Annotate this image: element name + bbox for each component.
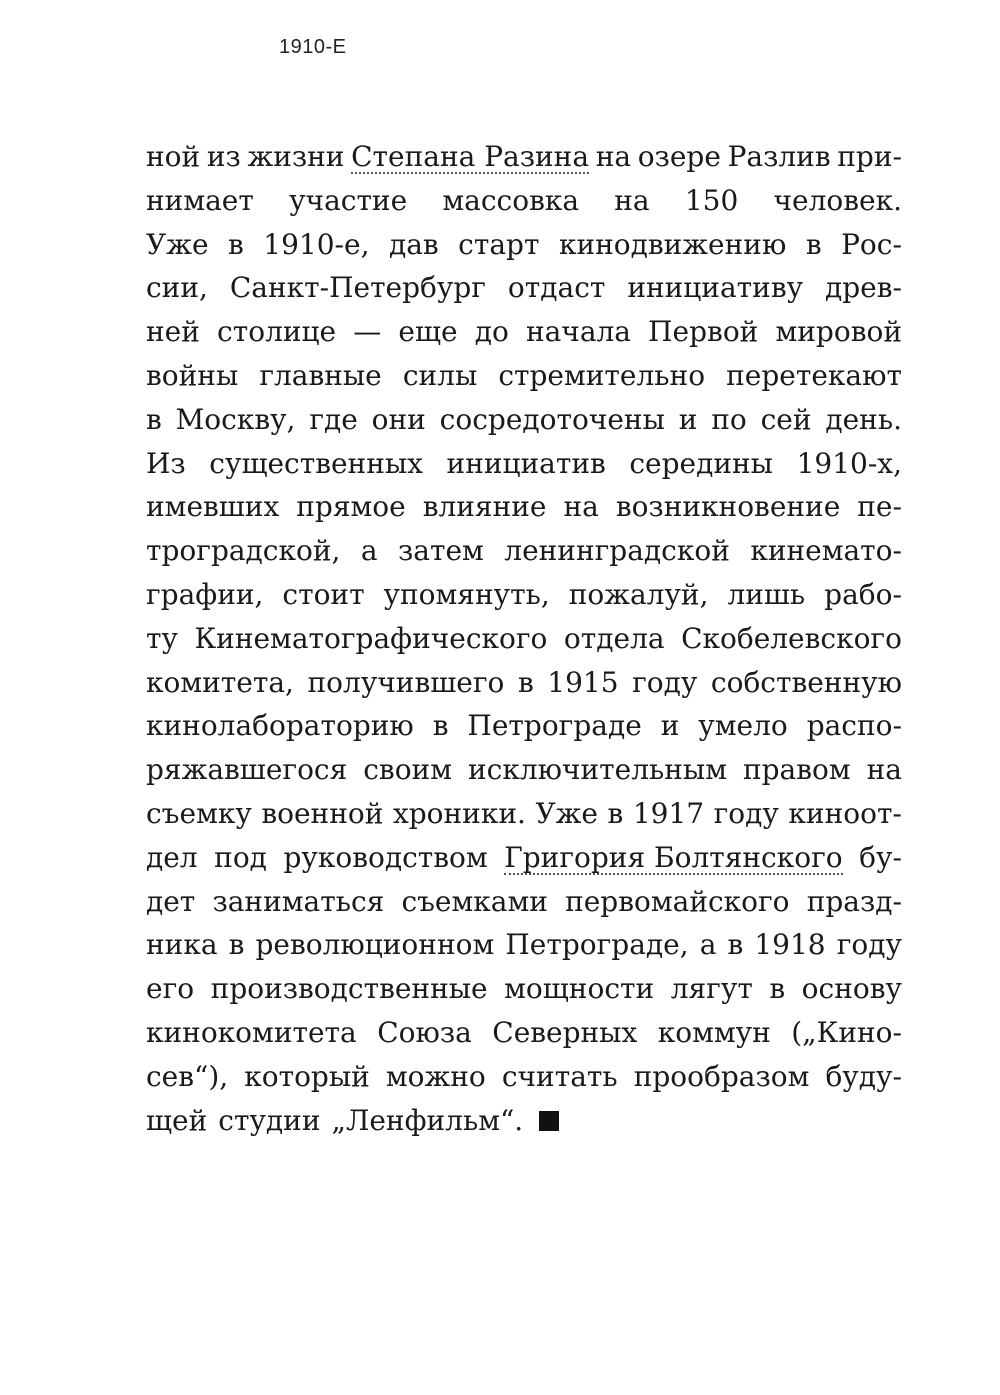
word: съемками (401, 884, 548, 918)
word: ленинградской (504, 534, 730, 568)
word: в (228, 227, 244, 261)
word: первомайского (565, 884, 790, 918)
word: дел (146, 840, 198, 874)
word: нимает (146, 183, 254, 217)
word: инициативу (627, 271, 804, 305)
text-line (146, 266, 902, 310)
word: 150 (684, 183, 739, 217)
word: Уже (146, 227, 209, 261)
text-line (146, 398, 902, 442)
word: упомянуть, (383, 577, 550, 611)
word: затем (398, 534, 484, 568)
text-line (146, 748, 902, 792)
word: Москву, (175, 402, 296, 436)
word: своим (363, 753, 452, 787)
word: на (866, 753, 902, 787)
word: лягут (670, 972, 753, 1006)
word: древ- (825, 271, 902, 305)
text-line (146, 792, 902, 836)
word: и (660, 709, 680, 743)
text-line (146, 179, 902, 223)
word: начала (525, 315, 631, 349)
text-line (146, 967, 902, 1011)
word: главные (259, 358, 382, 392)
word: в (146, 402, 162, 436)
word: в (432, 709, 449, 743)
word: „Ленфильм“. (331, 1103, 524, 1137)
word: Рос- (841, 227, 902, 261)
word: жизни (247, 140, 345, 173)
word: в (805, 227, 822, 261)
word: в (228, 928, 245, 962)
word: Из (146, 446, 186, 480)
word: в (727, 928, 744, 962)
word: графии, (146, 577, 264, 611)
word: Петрограде (467, 709, 642, 743)
text-line (146, 529, 902, 573)
word: собственную (710, 665, 902, 699)
word: прямое (296, 490, 406, 524)
word: году (836, 928, 902, 962)
word: правом (742, 753, 851, 787)
word: старт (458, 227, 540, 261)
word: 1918 (754, 928, 826, 962)
word: Разлив (727, 140, 831, 173)
word: сей (760, 402, 812, 436)
word: в (517, 665, 534, 699)
word: под (214, 840, 267, 874)
word: Санкт-Петербург (229, 271, 486, 305)
text-line (146, 661, 902, 705)
word: студии (218, 1103, 321, 1137)
word: а (360, 534, 378, 568)
word: лишь (727, 577, 806, 611)
word: еще (398, 315, 458, 349)
word: Уже (535, 796, 598, 830)
word: комитета, (146, 665, 294, 699)
word: сии, (146, 271, 208, 305)
word: ту (146, 621, 178, 655)
word: сосредоточены (439, 402, 665, 436)
word: Союза (377, 1015, 472, 1049)
word: ной (146, 140, 201, 173)
word: середины (629, 446, 773, 480)
end-of-article-icon (539, 1111, 559, 1131)
word: военной (261, 796, 384, 830)
word: и (678, 402, 698, 436)
word: где (309, 402, 358, 436)
word: из (206, 140, 241, 173)
word: пожалуй, (568, 577, 709, 611)
word: кинодвижению (558, 227, 787, 261)
word: массовка (442, 183, 580, 217)
word: распо- (806, 709, 902, 743)
word: буду- (825, 1059, 902, 1093)
word: в (769, 972, 786, 1006)
word: году (713, 796, 779, 830)
word: киноот- (788, 796, 902, 830)
text-line (146, 485, 902, 529)
word: отдела (563, 621, 665, 655)
word: существенных (209, 446, 423, 480)
word: они (371, 402, 426, 436)
word: 1910-х, (796, 446, 902, 480)
word: человек. (773, 183, 902, 217)
text-line (146, 1055, 902, 1099)
word: дет (146, 884, 196, 918)
word: съемку (146, 796, 252, 830)
word: основу (801, 972, 902, 1006)
word: отдаст (507, 271, 606, 305)
word: по (711, 402, 747, 436)
word: 1910-е, (263, 227, 370, 261)
word: влияние (422, 490, 547, 524)
word: революционном (255, 928, 495, 962)
word: сев“), (146, 1059, 229, 1093)
word: силы (402, 358, 478, 392)
word: празд- (806, 884, 902, 918)
word: в (607, 796, 624, 830)
word: руководством (283, 840, 488, 874)
word: производственные (210, 972, 488, 1006)
article-text (146, 135, 902, 1142)
word: умело (698, 709, 788, 743)
word: — (353, 315, 382, 349)
word: 1915 (547, 665, 619, 699)
word: который (244, 1059, 370, 1093)
word: кинолабораторию (146, 709, 414, 743)
text-line (146, 354, 902, 398)
text-line (146, 617, 902, 661)
text-line (146, 310, 902, 354)
word: считать (501, 1059, 618, 1093)
word: („Кино- (791, 1015, 902, 1049)
word: возникновение (615, 490, 841, 524)
text-line (146, 1011, 902, 1055)
word: имевших (146, 490, 280, 524)
word: заниматься (212, 884, 385, 918)
word: а (699, 928, 717, 962)
running-head: 1910-Е (279, 36, 347, 58)
word: стремительно (498, 358, 706, 392)
text-line (146, 880, 902, 924)
word: бу- (859, 840, 902, 874)
word: войны (146, 358, 239, 392)
word: столице (217, 315, 337, 349)
text-line (146, 1099, 902, 1143)
text-line (146, 704, 902, 748)
word: ней (146, 315, 200, 349)
word: день. (825, 402, 902, 436)
word: на (614, 183, 650, 217)
word: кинемато- (750, 534, 902, 568)
word: Петрограде, (505, 928, 689, 962)
word: мировой (775, 315, 902, 349)
word: кинокомитета (146, 1015, 357, 1049)
word: году (632, 665, 698, 699)
word: исключительным (467, 753, 727, 787)
word: можно (385, 1059, 486, 1093)
text-line (146, 135, 902, 179)
word: получившего (307, 665, 505, 699)
word: дав (388, 227, 439, 261)
word: хроники. (392, 796, 526, 830)
word: стоит (282, 577, 365, 611)
word: рабо- (824, 577, 902, 611)
word: коммун (657, 1015, 771, 1049)
word: инициатив (446, 446, 606, 480)
word: прообразом (633, 1059, 810, 1093)
text-line (146, 223, 902, 267)
reference-link[interactable]: Степана Разина (351, 140, 590, 173)
word: пе- (857, 490, 902, 524)
word: ряжавшегося (146, 753, 348, 787)
word: до (474, 315, 509, 349)
text-line (146, 573, 902, 617)
word: троградской, (146, 534, 341, 568)
word: на (595, 140, 632, 173)
word: мощности (504, 972, 655, 1006)
text-line (146, 923, 902, 967)
reference-link[interactable]: Григория Болтянского (504, 840, 843, 874)
word: участие (289, 183, 408, 217)
word: ника (146, 928, 218, 962)
word: Северных (492, 1015, 638, 1049)
word: 1917 (632, 796, 705, 830)
word: Первой (648, 315, 759, 349)
word: щей (146, 1103, 208, 1137)
word: на (563, 490, 599, 524)
word: Скобелевского (681, 621, 902, 655)
word: его (146, 972, 195, 1006)
text-line (146, 836, 902, 880)
word: перетекают (726, 358, 902, 392)
word: при- (837, 140, 902, 173)
word: озере (637, 140, 721, 173)
text-line (146, 442, 902, 486)
word: Кинематографического (194, 621, 548, 655)
